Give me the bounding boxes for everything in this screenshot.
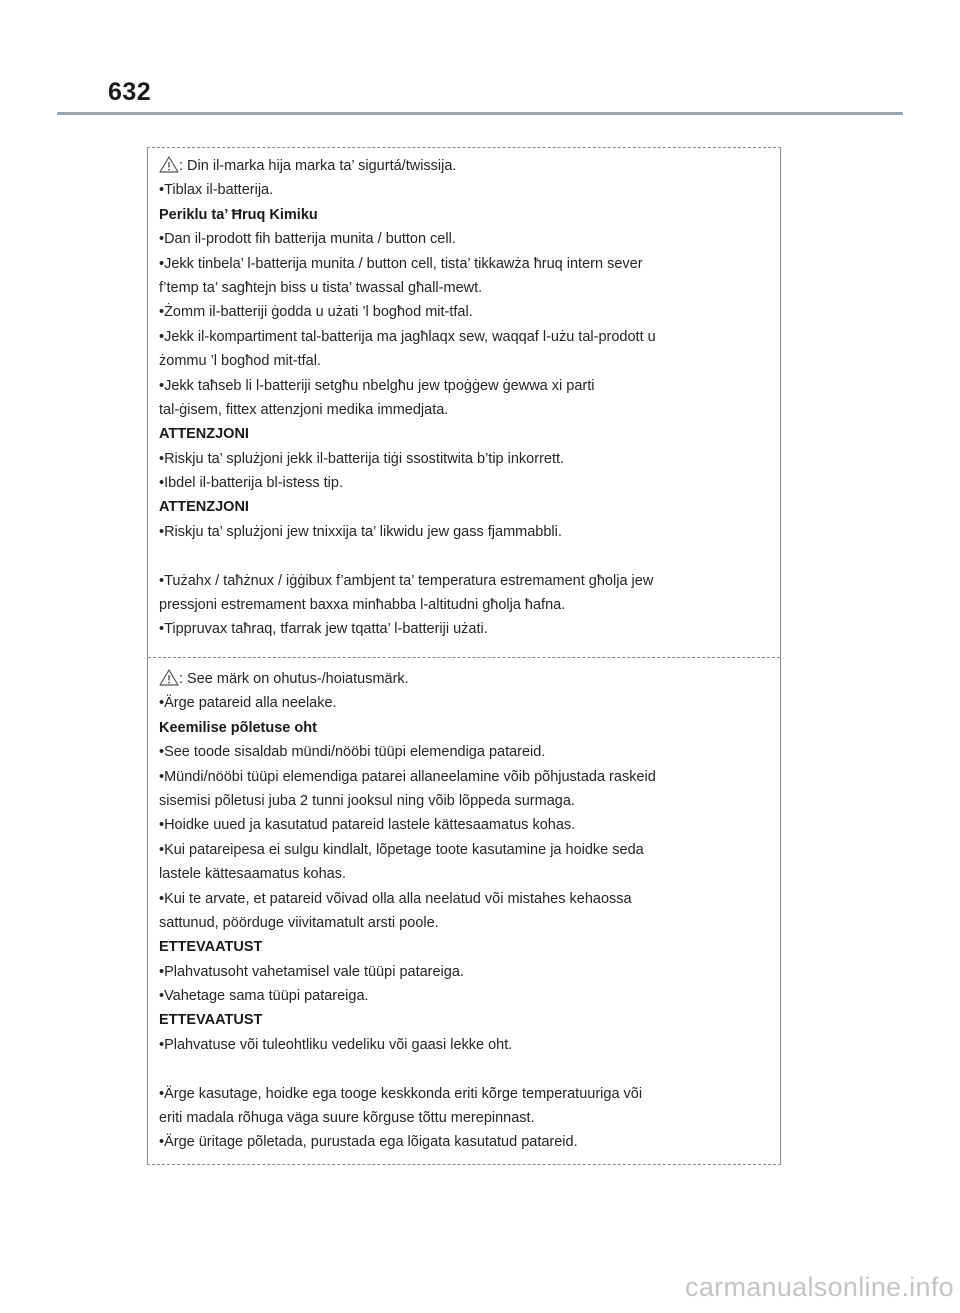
estonian-line: •Mündi/nööbi tüüpi elemendiga patarei allaneelamine võib põhjustada raskeid: [159, 768, 656, 785]
maltese-line: •Ibdel il-batterija bl-istess tip.: [159, 475, 343, 492]
maltese-line: •Jekk taħseb li l-batteriji setgħu nbelgħu jew tpoġġew ġewwa xi parti: [159, 377, 595, 394]
maltese-heading-caution: ATTENZJONI: [159, 499, 249, 516]
maltese-line: •Dan il-prodott fih batterija munita / button cell.: [159, 231, 456, 248]
estonian-symbol-line: [159, 667, 768, 691]
maltese-line: pressjoni estremament baxxa minħabba l-altitudni għolja ħafna.: [159, 597, 566, 614]
estonian-line: •Kui te arvate, et patareid võivad olla alla neelatud või mistahes kehaossa: [159, 890, 632, 907]
estonian-line: •Ärge üritage põletada, purustada ega lõigata kasutatud patareid.: [159, 1134, 578, 1151]
estonian-line: •Ärge patareid alla neelake.: [159, 695, 337, 712]
estonian-heading-chemical-burn: Keemilise põletuse oht: [159, 719, 317, 736]
estonian-line: •Hoidke uued ja kasutatud patareid lastele kättesaamatus kohas.: [159, 817, 576, 834]
estonian-section: [159, 667, 768, 1155]
maltese-heading-caution: ATTENZJONI: [159, 426, 249, 443]
maltese-line: •Tippruvax taħraq, tfarrak jew tqatta’ l-batteriji użati.: [159, 621, 488, 638]
watermark: carmanualsonline.info: [685, 1272, 954, 1302]
estonian-heading-caution: ETTEVAATUST: [159, 1012, 263, 1029]
battery-warning-box: [147, 147, 781, 1165]
maltese-line: •Tużahx / taħżnux / iġġibux f’ambjent ta’ temperatura estremament għolja jew: [159, 572, 654, 589]
estonian-line: •Kui patareipesa ei sulgu kindlalt, lõpetage toote kasutamine ja hoidke seda: [159, 841, 644, 858]
page-number: 632: [108, 78, 152, 106]
estonian-line: •Ärge kasutage, hoidke ega tooge keskkonda eriti kõrge temperatuuriga või: [159, 1085, 643, 1102]
maltese-heading-chemical-burn: Periklu ta’ Ħruq Kimiku: [159, 206, 318, 223]
maltese-line: •Jekk il-kompartiment tal-batterija ma jagħlaqx sew, waqqaf l-użu tal-prodott u: [159, 328, 656, 345]
maltese-line: •Tiblax il-batterija.: [159, 182, 274, 199]
maltese-symbol-line: [159, 154, 768, 178]
estonian-line: eriti madala rõhuga väga suure kõrguse tõttu merepinnast.: [159, 1110, 535, 1127]
estonian-line: •Plahvatuse või tuleohtliku vedeliku või gaasi lekke oht.: [159, 1036, 513, 1053]
maltese-line: •Jekk tinbela’ l-batterija munita / button cell, tista’ tikkawża ħruq intern sever: [159, 255, 643, 272]
header-rule: [57, 112, 903, 115]
estonian-line: •Plahvatusoht vahetamisel vale tüüpi patareiga.: [159, 963, 464, 980]
maltese-symbol-text: : Din il-marka hija marka ta’ sigurtá/twissija.: [179, 158, 457, 174]
maltese-line: f’temp ta’ sagħtejn biss u tista’ twassal għall-mewt.: [159, 279, 483, 296]
spacer: [159, 544, 768, 568]
maltese-line: tal-ġisem, fittex attenzjoni medika immedjata.: [159, 401, 449, 418]
maltese-line: •Riskju ta’ splużjoni jekk il-batterija tiġi ssostitwita b’tip inkorrett.: [159, 450, 565, 467]
section-divider: [148, 657, 780, 658]
maltese-line: •Riskju ta’ splużjoni jew tnixxija ta’ likwidu jew gass fjammabbli.: [159, 523, 562, 540]
estonian-heading-caution: ETTEVAATUST: [159, 939, 263, 956]
maltese-line: •Żomm il-batteriji ġodda u użati ’l bogħod mit-tfal.: [159, 304, 473, 321]
estonian-symbol-text: : See märk on ohutus-/hoiatusmärk.: [179, 671, 409, 687]
warning-triangle-icon: [159, 156, 179, 173]
warning-triangle-icon: [159, 669, 179, 686]
maltese-section: [159, 154, 768, 642]
maltese-line: żommu ’l bogħod mit-tfal.: [159, 353, 321, 370]
estonian-line: •See toode sisaldab mündi/nööbi tüüpi elemendiga patareid.: [159, 744, 546, 761]
estonian-line: lastele kättesaamatus kohas.: [159, 866, 346, 883]
estonian-line: •Vahetage sama tüüpi patareiga.: [159, 988, 369, 1005]
spacer: [159, 1057, 768, 1081]
estonian-line: sisemisi põletusi juba 2 tunni jooksul ning võib lõppeda surmaga.: [159, 792, 575, 809]
estonian-line: sattunud, pöörduge viivitamatult arsti poole.: [159, 914, 439, 931]
